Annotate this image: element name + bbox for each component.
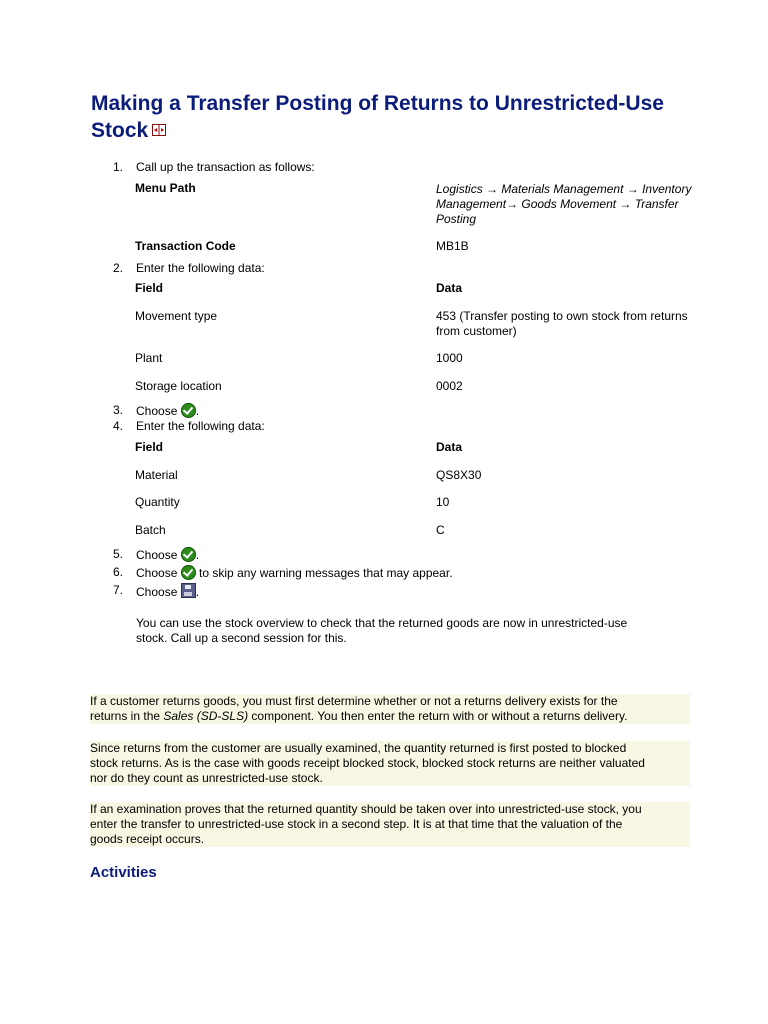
table-2-header-field: Field: [135, 440, 164, 454]
page-title: [91, 90, 691, 144]
step-5-choose: Choose: [136, 548, 178, 562]
table-1-header-field: Field: [135, 281, 164, 295]
step-7-number: 7.: [113, 583, 124, 597]
movement-type-data-line-2: from customer): [436, 324, 517, 338]
step-3-suffix: .: [195, 404, 200, 418]
table-2-row-quantity-field: Quantity: [135, 495, 180, 509]
table-1-row-storage-location-data: 0002: [436, 379, 463, 393]
p3-line-1: If an examination proves that the returned quantity should be taken over into unrestricted-use stock, you: [90, 802, 690, 817]
movement-type-data-line-1: 453 (Transfer posting to own stock from returns: [436, 309, 688, 323]
link-icon[interactable]: [152, 116, 166, 143]
enter-check-icon[interactable]: [181, 403, 196, 418]
step-6-suffix: to skip any warning messages that may appear.: [195, 566, 453, 580]
step-4-text: Enter the following data:: [136, 419, 265, 433]
enter-check-icon[interactable]: [181, 565, 196, 580]
p1-line-2-start: returns in the: [90, 709, 164, 723]
step-3-text: [136, 403, 199, 418]
step-5-suffix: .: [195, 548, 200, 562]
step-7-suffix: .: [195, 585, 200, 599]
sd-sls-component: Sales (SD-SLS): [163, 709, 249, 723]
step-6-number: 6.: [113, 565, 124, 579]
table-2-row-batch-field: Batch: [135, 523, 166, 537]
step-6-choose: Choose: [136, 566, 178, 580]
p1-line-2: [90, 709, 690, 724]
activities-heading: Activities: [90, 864, 157, 881]
step-2-text: Enter the following data:: [136, 261, 265, 275]
intro-paragraph-1: [90, 694, 690, 724]
table-2-header-data: Data: [436, 440, 463, 454]
table-1-row-plant-data: 1000: [436, 351, 463, 365]
table-2-row-batch-data: C: [436, 523, 445, 537]
p2-line-3: nor do they count as unrestricted-use stock.: [90, 771, 690, 786]
step-5-number: 5.: [113, 547, 124, 561]
p1-line-1: If a customer returns goods, you must first determine whether or not a returns delivery exists for the: [90, 694, 690, 709]
menu-path-line-2: Management→ Goods Movement → Transfer: [436, 197, 679, 211]
step-7-choose: Choose: [136, 585, 178, 599]
p3-line-2: enter the transfer to unrestricted-use stock in a second step. It is at that time that the valuation of the: [90, 817, 690, 832]
step-7-text: [136, 583, 199, 599]
p1-line-2-end: component. You then enter the return with or without a returns delivery.: [248, 709, 628, 723]
p2-line-2: stock returns. As is the case with goods receipt blocked stock, blocked stock returns are neither valuated: [90, 756, 690, 771]
transaction-code-label: Transaction Code: [135, 239, 236, 253]
menu-path-line-3: Posting: [436, 212, 477, 226]
transaction-code-value: MB1B: [436, 239, 469, 253]
stock-overview-note: [136, 616, 627, 646]
note-line-1: You can use the stock overview to check that the returned goods are now in unrestricted-use: [136, 616, 628, 630]
table-1-row-storage-location-field: Storage location: [135, 379, 222, 393]
table-1-row-movement-type-data: [436, 309, 688, 339]
p2-line-1: Since returns from the customer are usually examined, the quantity returned is first posted to blocked: [90, 741, 690, 756]
table-1-row-movement-type-field: Movement type: [135, 309, 218, 323]
table-1-header-data: Data: [436, 281, 463, 295]
intro-paragraph-2: [90, 741, 690, 786]
step-3-choose: Choose: [136, 404, 178, 418]
intro-paragraph-3: [90, 802, 690, 847]
step-5-text: [136, 547, 199, 562]
table-2-row-material-data: QS8X30: [436, 468, 482, 482]
save-floppy-icon[interactable]: [181, 583, 196, 598]
step-6-text: [136, 565, 453, 580]
menu-path-value: [436, 182, 691, 227]
step-4-number: 4.: [113, 419, 124, 433]
table-2-row-quantity-data: 10: [436, 495, 450, 509]
note-line-2: stock. Call up a second session for this.: [136, 631, 347, 645]
menu-path-label: Menu Path: [135, 181, 196, 195]
step-1-number: 1.: [113, 160, 124, 174]
step-1-text: Call up the transaction as follows:: [136, 160, 315, 174]
menu-path-line-1: Logistics → Materials Management → Inventory: [436, 182, 692, 196]
table-2-row-material-field: Material: [135, 468, 178, 482]
enter-check-icon[interactable]: [181, 547, 196, 562]
p3-line-3: goods receipt occurs.: [90, 832, 690, 847]
page-title-text: Making a Transfer Posting of Returns to Unrestricted-Use Stock: [91, 92, 664, 142]
step-3-number: 3.: [113, 403, 124, 417]
table-1-row-plant-field: Plant: [135, 351, 163, 365]
step-2-number: 2.: [113, 261, 124, 275]
